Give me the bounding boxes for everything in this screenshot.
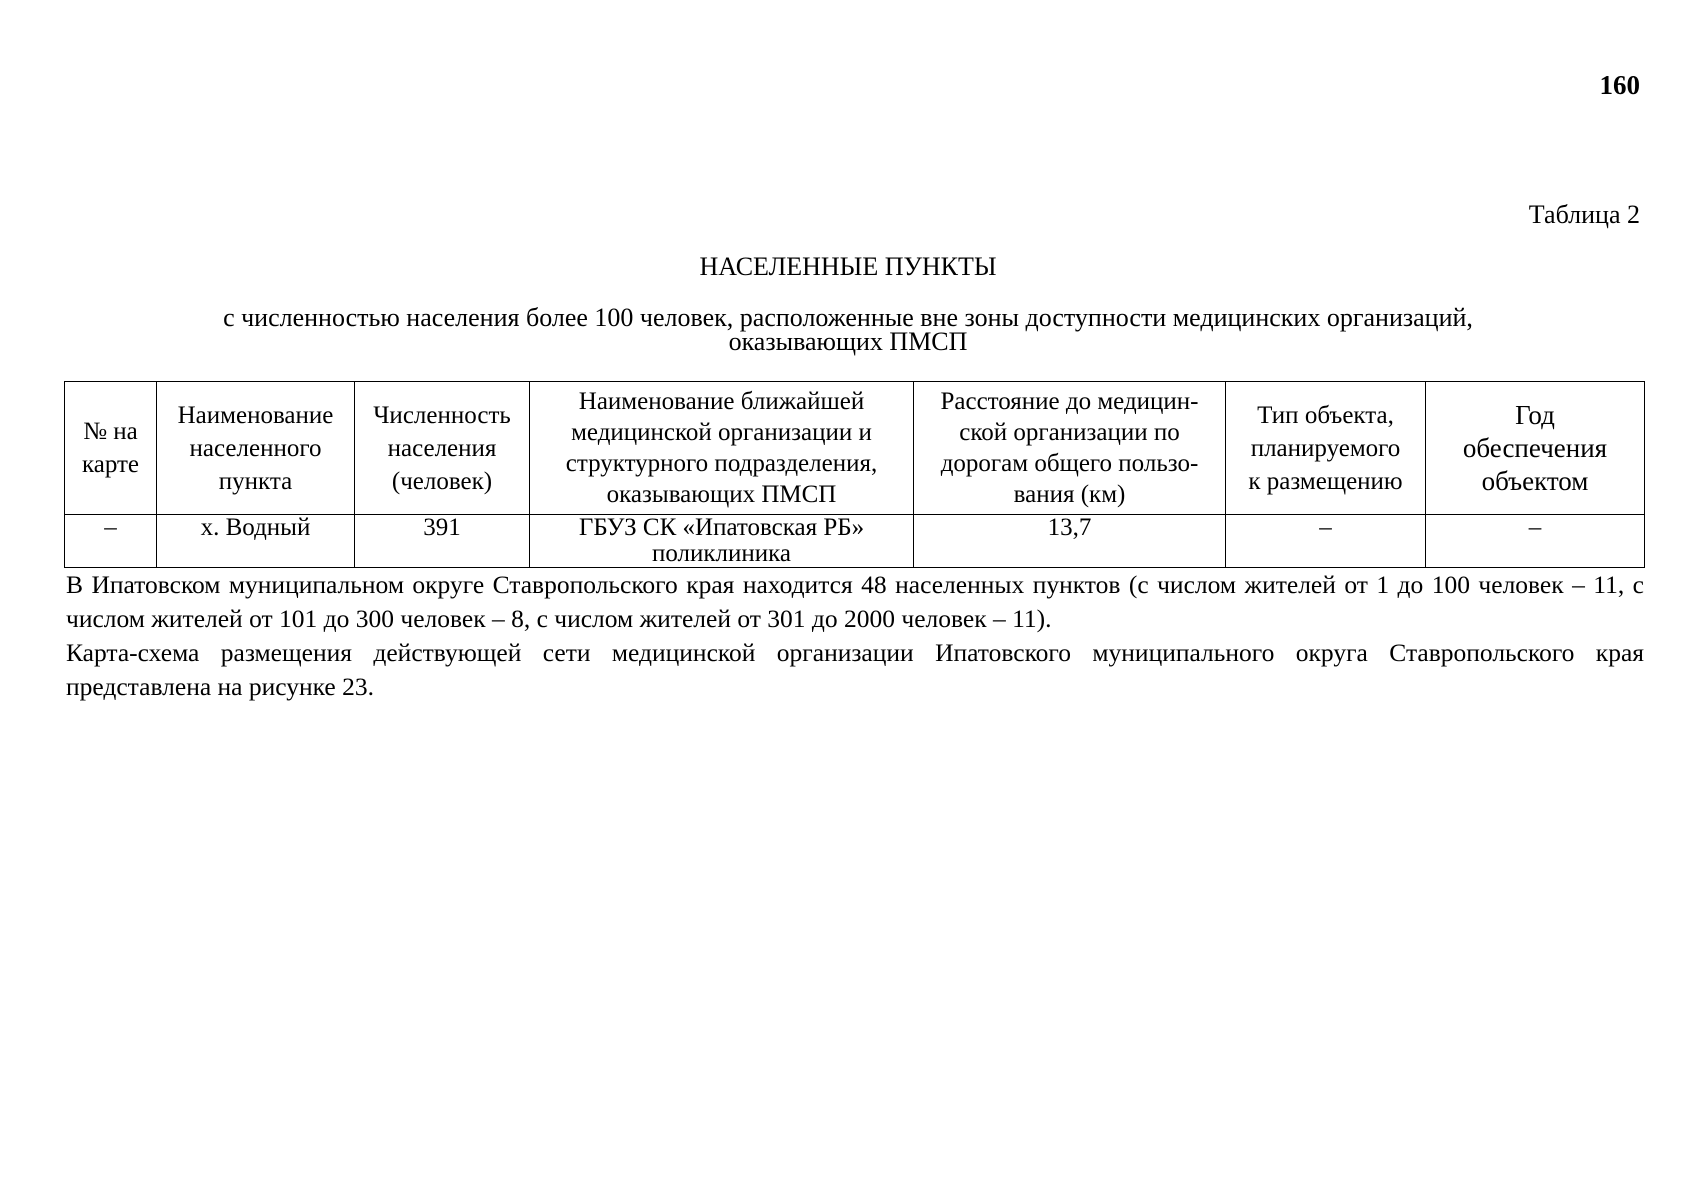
header-distance: Расстояние до медицин- ской организации по дорогам общего пользо- вания (км) — [914, 382, 1226, 515]
subtitle-line-1: с численностью населения более 100 человек, расположенные вне зоны доступности медицинских организаций, — [223, 303, 1473, 332]
cell-population: 391 — [355, 515, 530, 568]
table-title: НАСЕЛЕННЫЕ ПУНКТЫ — [699, 252, 997, 281]
table-header-row — [65, 382, 1645, 515]
paragraph-map-reference: Карта-схема размещения действующей сети медицинской организации Ипатовского муниципального округа Ставропольского края представлена на рисунке 23. — [66, 638, 1644, 701]
cell-map-number: – — [65, 515, 157, 568]
cell-settlement-name: х. Водный — [157, 515, 355, 568]
header-settlement-name: Наименование населенного пункта — [157, 382, 355, 515]
table-row — [65, 515, 1645, 568]
header-object-type: Тип объекта, планируемого к размещению — [1226, 382, 1426, 515]
settlements-table — [64, 381, 1645, 568]
header-map-number: № на карте — [65, 382, 157, 515]
header-year: Год обеспечения объектом — [1426, 382, 1645, 515]
subtitle-line-2: оказывающих ПМСП — [728, 327, 968, 356]
header-nearest-org: Наименование ближайшей медицинской организации и структурного подразделения, оказывающих ПМСП — [530, 382, 914, 515]
table-subtitle — [140, 303, 1556, 356]
table-label: Таблица 2 — [1528, 200, 1640, 229]
cell-distance: 13,7 — [914, 515, 1226, 568]
page-number: 160 — [1599, 70, 1640, 100]
cell-nearest-org-line-2: поликлиника — [651, 540, 792, 567]
cell-nearest-org — [530, 515, 914, 568]
cell-object-type: – — [1226, 515, 1426, 568]
cell-year: – — [1426, 515, 1645, 568]
body-text — [66, 568, 1644, 704]
paragraph-settlement-stats: В Ипатовском муниципальном округе Ставропольского края находится 48 населенных пунктов (с числом жителей от 1 до 100 человек – 11, с числом жителей от 101 до 300 человек – 8, с числом жителей от 301 до 2000 человек – 11). — [66, 570, 1644, 633]
cell-nearest-org-line-1: ГБУЗ СК «Ипатовская РБ» — [578, 514, 865, 541]
header-population: Численность населения (человек) — [355, 382, 530, 515]
